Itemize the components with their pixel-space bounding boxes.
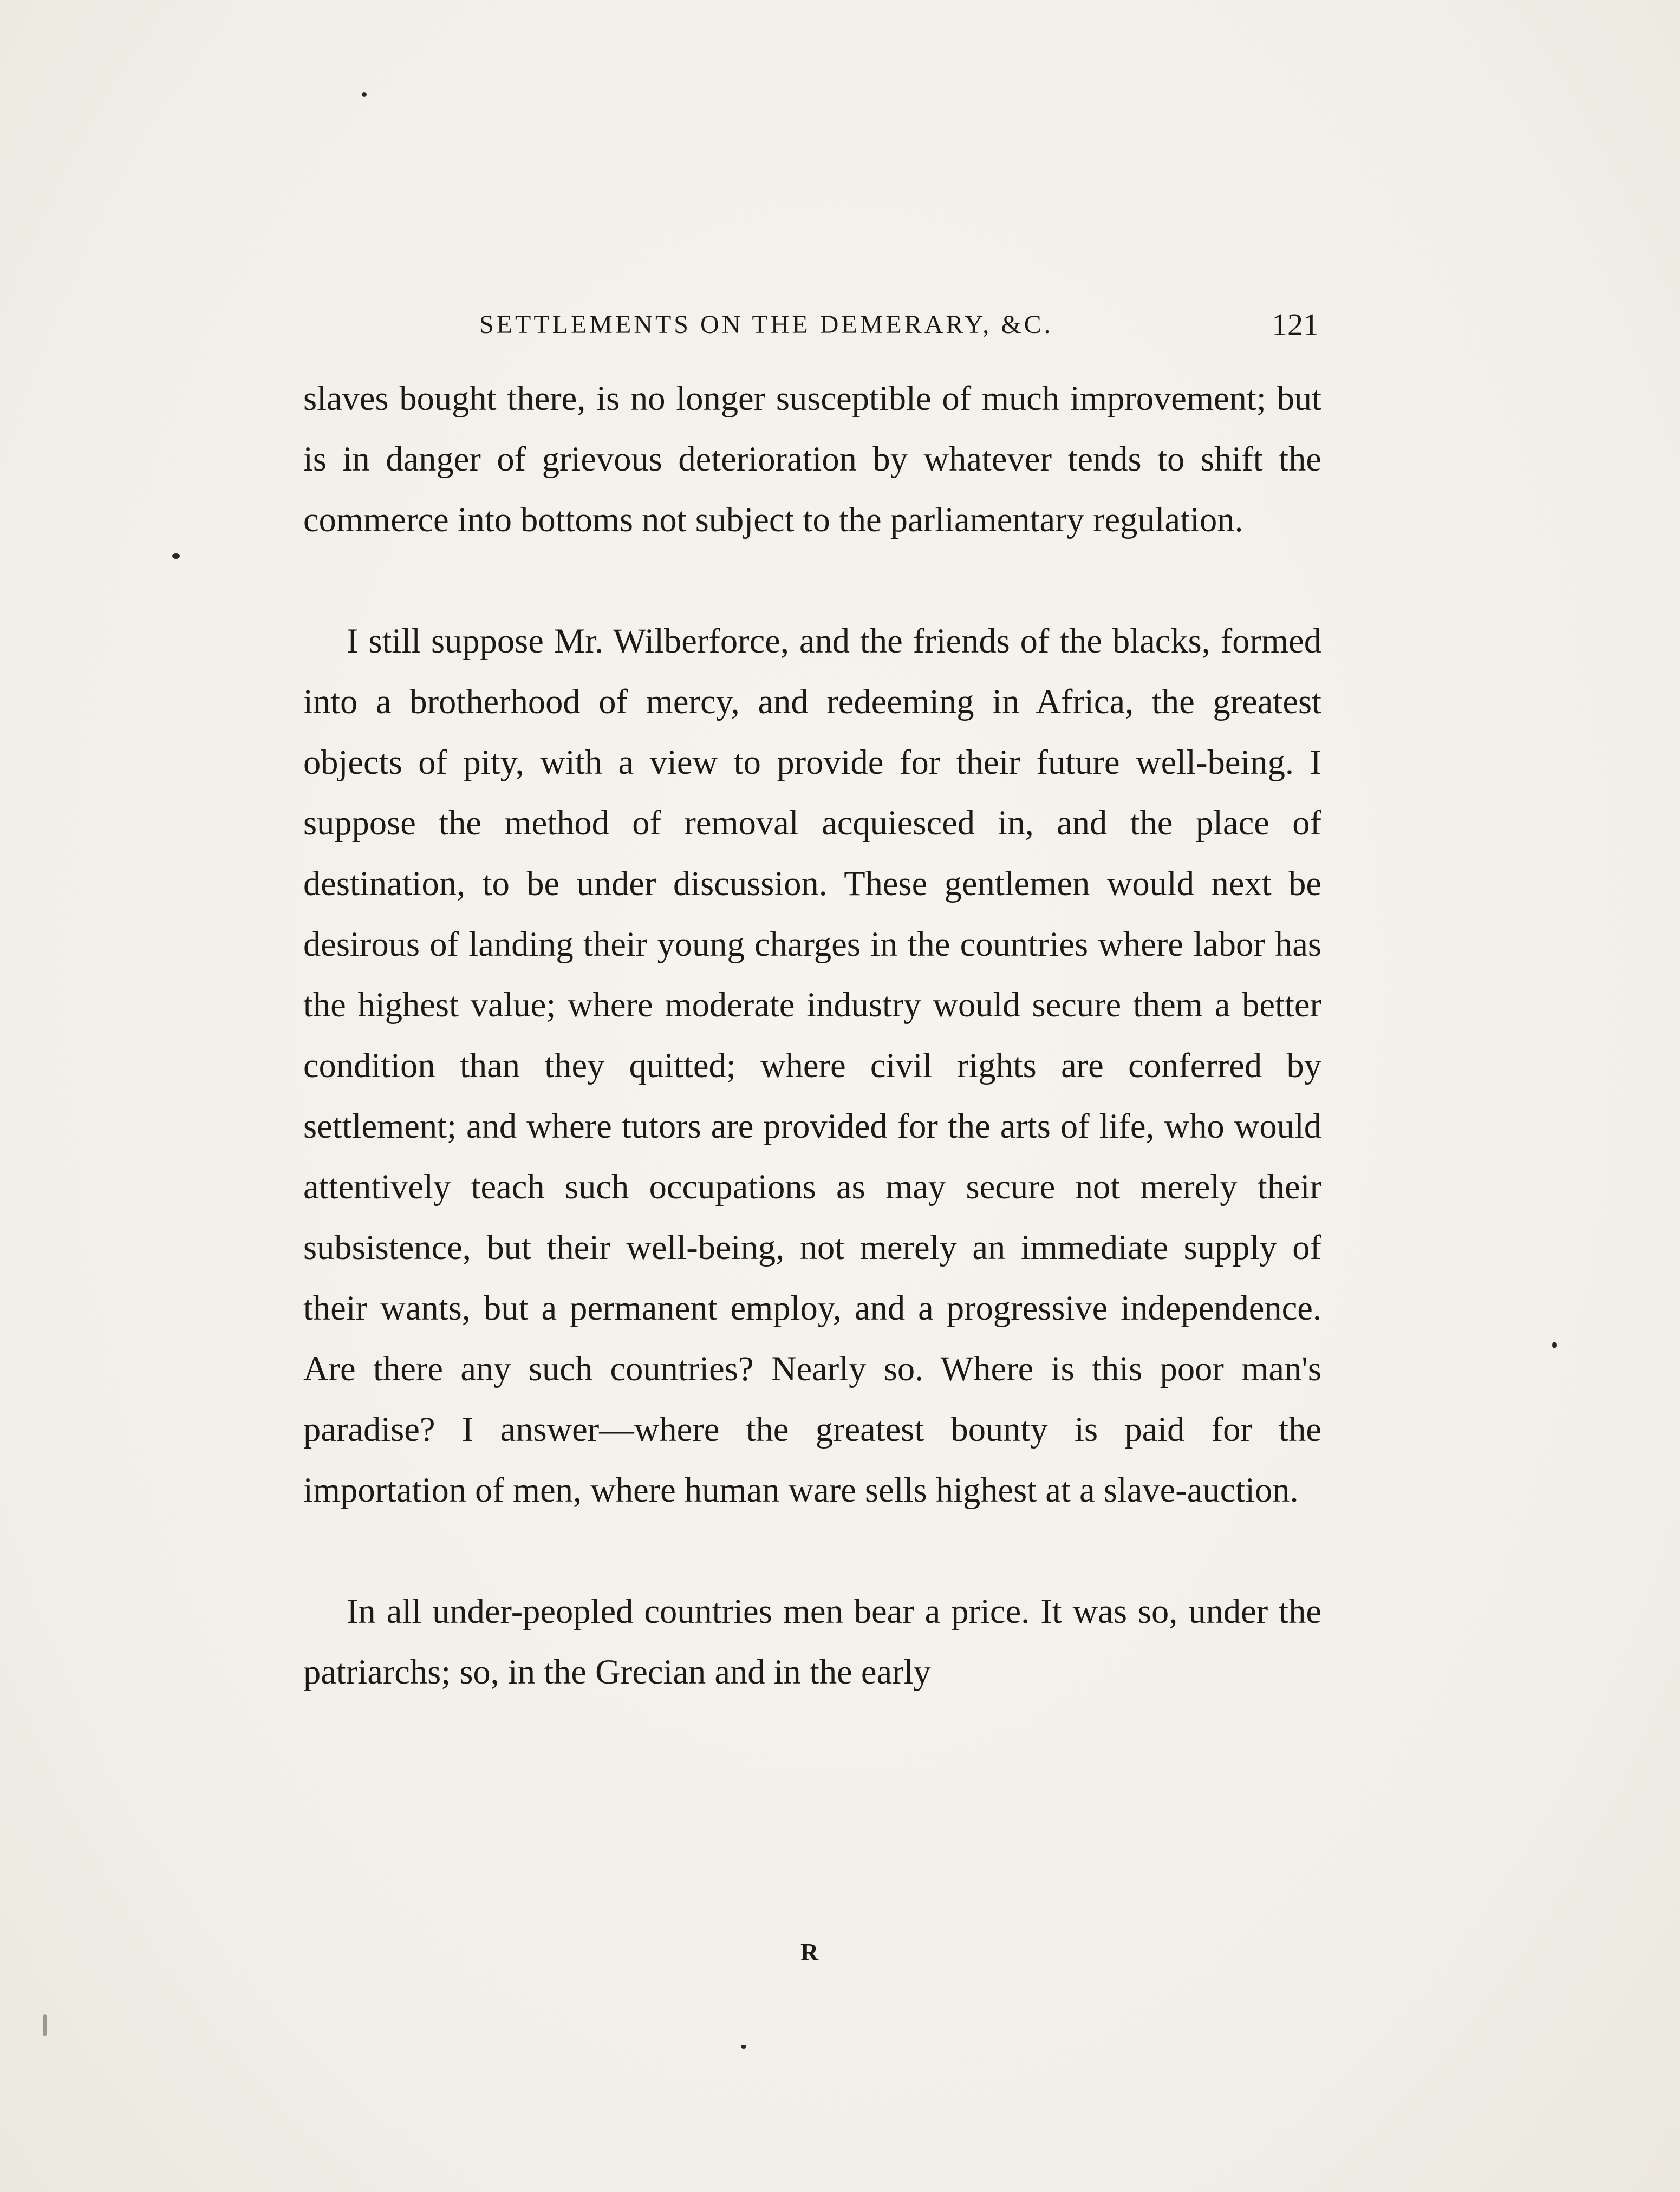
signature-mark: R: [800, 1938, 820, 1966]
paper-speck: [362, 92, 367, 97]
paragraph-3: In all under-peopled countries men bear a price. It was so, under the patriarchs; so, in the Grecian and in the early: [303, 1592, 1321, 1691]
paper-speck: [1552, 1342, 1557, 1348]
paragraph-1: slaves bought there, is no longer susceptible of much improvement; but is in danger of grievous deterioration by whatever tends to shift the commerce into bottoms not subject to the parliamentary regulation.: [303, 379, 1321, 539]
paper-speck: [43, 2014, 47, 2036]
page-number: 121: [1272, 307, 1319, 342]
body-text: [303, 368, 1321, 1702]
running-title: SETTLEMENTS ON THE DEMERARY, &C.: [479, 310, 1053, 339]
paragraph-2: I still suppose Mr. Wilberforce, and the friends of the blacks, formed into a brotherhood of mercy, and redeeming in Africa, the greatest objects of pity, with a view to provide for their future well-being. I suppose the method of removal acquiesced in, and the place of destination, to be under discussion. These gentlemen would next be desirous of landing their young charges in the countries where labor has the highest value; where moderate industry would secure them a better condition than they quitted; where civil rights are conferred by settlement; and where tutors are provided for the arts of life, who would attentively teach such occupations as may secure not merely their subsistence, but their well-being, not merely an immediate supply of their wants, but a permanent employ, and a progressive independence. Are there any such countries? Nearly so. Where is this poor man's paradise? I answer—where the greatest bounty is paid for the importation of men, where human ware sells highest at a slave-auction.: [303, 622, 1321, 1509]
running-head: [301, 307, 1319, 348]
paper-speck: [172, 553, 180, 559]
paper-speck: [741, 2045, 746, 2049]
